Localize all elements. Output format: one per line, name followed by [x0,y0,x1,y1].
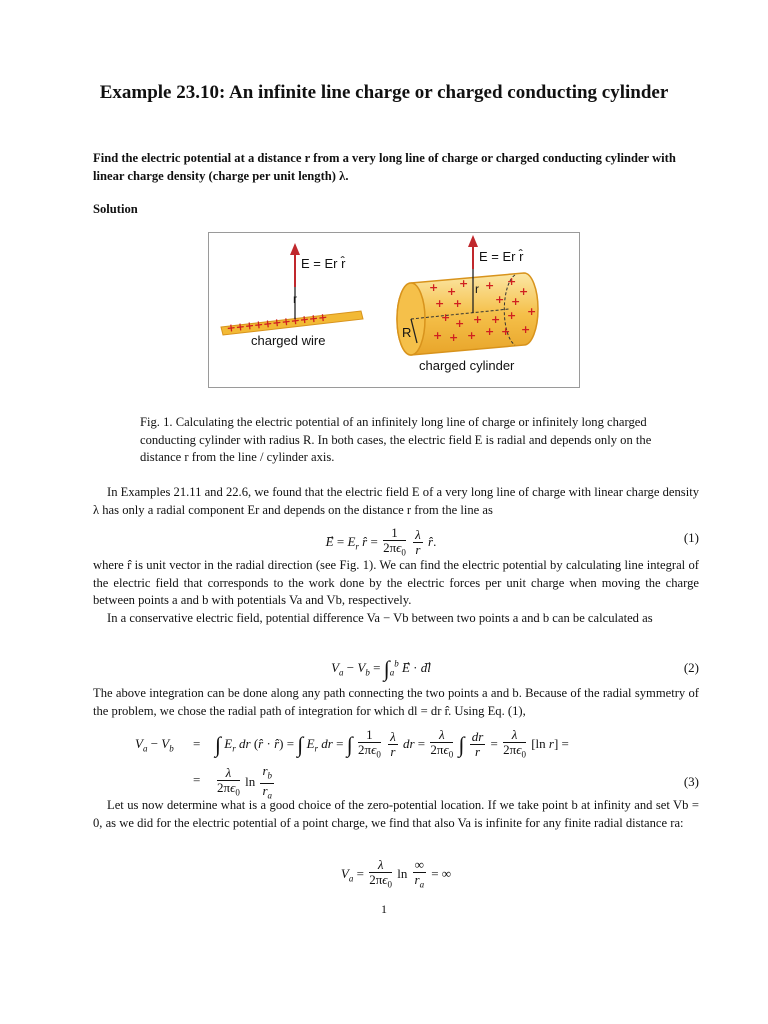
equation-2-body: $V_a - V_b = \int_a^b$ E⃗ · dl [331,656,431,681]
page-title: Example 23.10: An infinite line charge or charged conducting cylinder [99,82,669,103]
figure-1 [208,232,580,388]
svg-text:+: + [455,317,465,330]
solution-heading: Solution [93,202,138,216]
svg-text:+: + [511,295,521,308]
svg-text:+: + [507,309,517,322]
svg-text:+: + [485,279,495,292]
svg-text:+: + [429,281,439,294]
equation-1 [93,520,699,558]
svg-text:+: + [459,277,469,290]
figure-caption: Fig. 1. Calculating the electric potential of an infinitely long line of charge or infinitely long charged conducting cylinder with radius R. In both cases, the electric field E is radial and depends only on the distance r from the line / cylinder axis. [140,415,652,464]
cylinder-R-label: R [402,325,412,340]
equation-3-line-2: = $\frac{\lambda}{2\pi\epsilon_0}$ ln $\frac{r_b}{r_a}$ (3) [193,763,699,801]
svg-text:+: + [449,331,459,344]
page-number: 1 [381,902,387,916]
svg-text:+: + [495,293,505,306]
paragraph-3: In a conservative electric field, potential difference Va − Vb between two points a and b can be calculated as [107,611,653,625]
svg-text:+: + [453,297,463,310]
paragraph-4: The above integration can be done along any path connecting the two points a and b. Because of the radial symmetry of the problem, we chose the radial path of integration for which dl = dr r̂. Using Eq. (1), [93,686,699,718]
svg-text:+: + [521,323,531,336]
svg-text:+: + [527,305,537,318]
svg-text:+: + [435,297,445,310]
cylinder-caption: charged cylinder [419,358,515,373]
svg-text:+: + [519,285,529,298]
paragraph-1: In Examples 21.11 and 22.6, we found that the electric field E of a very long line of charge with linear charge density λ has only a radial component Er and depends on the distance r from the line as [93,485,699,517]
equation-4-body: $V_a$ = $\frac{\lambda}{2\pi\epsilon_0}$ ln $\frac{\infty}{r_a}$ = ∞ [340,857,452,890]
paragraph-2: where r̂ is unit vector in the radial direction (see Fig. 1). We can find the electric potential by calculating line integral of the electric field that corresponds to the work done by the electric forces per unit charge when moving the charge between points a and b with potentials Va and Vb, respectively. [93,558,699,607]
cylinder-field-arrowhead [468,235,478,247]
svg-text:+: + [441,311,451,324]
equation-1-body: E⃗ = $E_r$ r̂ = $\frac{1}{2\pi\epsilon_0}$ $\frac{\lambda}{r}$ r̂. [325,525,437,558]
svg-text:+: + [491,313,501,326]
wire-field-label: E = Er r̂ [301,256,346,271]
wire-charges: +++++++++++ [225,310,329,335]
equation-4 [93,852,699,890]
wire-field-arrowhead [290,243,300,255]
equation-3-number: (3) [683,774,699,789]
svg-text:+: + [501,325,511,338]
paragraph-5: Let us now determine what is a good choice of the zero-potential location. If we take point b at infinity and set Vb = 0, as we did for the electric potential of a point charge, we find that also Va is infinite for any finite radial distance ra: [93,798,699,830]
wire-r-label: r [293,292,297,306]
equation-1-number: (1) [683,530,699,545]
charged-cylinder-illustration [397,235,538,373]
figure-illustration [209,233,579,387]
svg-text:+: + [507,275,517,288]
charged-wire-illustration [221,243,363,348]
svg-text:+: + [433,329,443,342]
problem-statement: Find the electric potential at a distance r from a very long line of charge or charged conducting cylinder with linear charge density (charge per unit length) λ. [93,151,676,183]
svg-text:+: + [473,313,483,326]
equation-2-number: (2) [683,660,699,675]
equation-2 [93,650,699,684]
svg-text:+: + [447,285,457,298]
wire-caption: charged wire [251,333,326,348]
equation-3-line-1: $V_a - V_b$ = ∫ $E_r$ dr (r̂ · r̂) = ∫ $E_r$ dr = ∫ $\frac{1}{2\pi\epsilon_0}$ $\frac{\lambda}{r}$ dr = $\frac{\lambda}{2\pi\epsilon_0}$ ∫ $\frac{dr}{r}$ = $\frac{\lambda}{2\pi\epsilon_0}$ [ln r] = [135,727,569,760]
svg-text:+: + [467,329,477,342]
cylinder-r-label: r [475,282,479,296]
cylinder-field-label: E = Er r̂ [479,249,524,264]
svg-text:+: + [485,325,495,338]
